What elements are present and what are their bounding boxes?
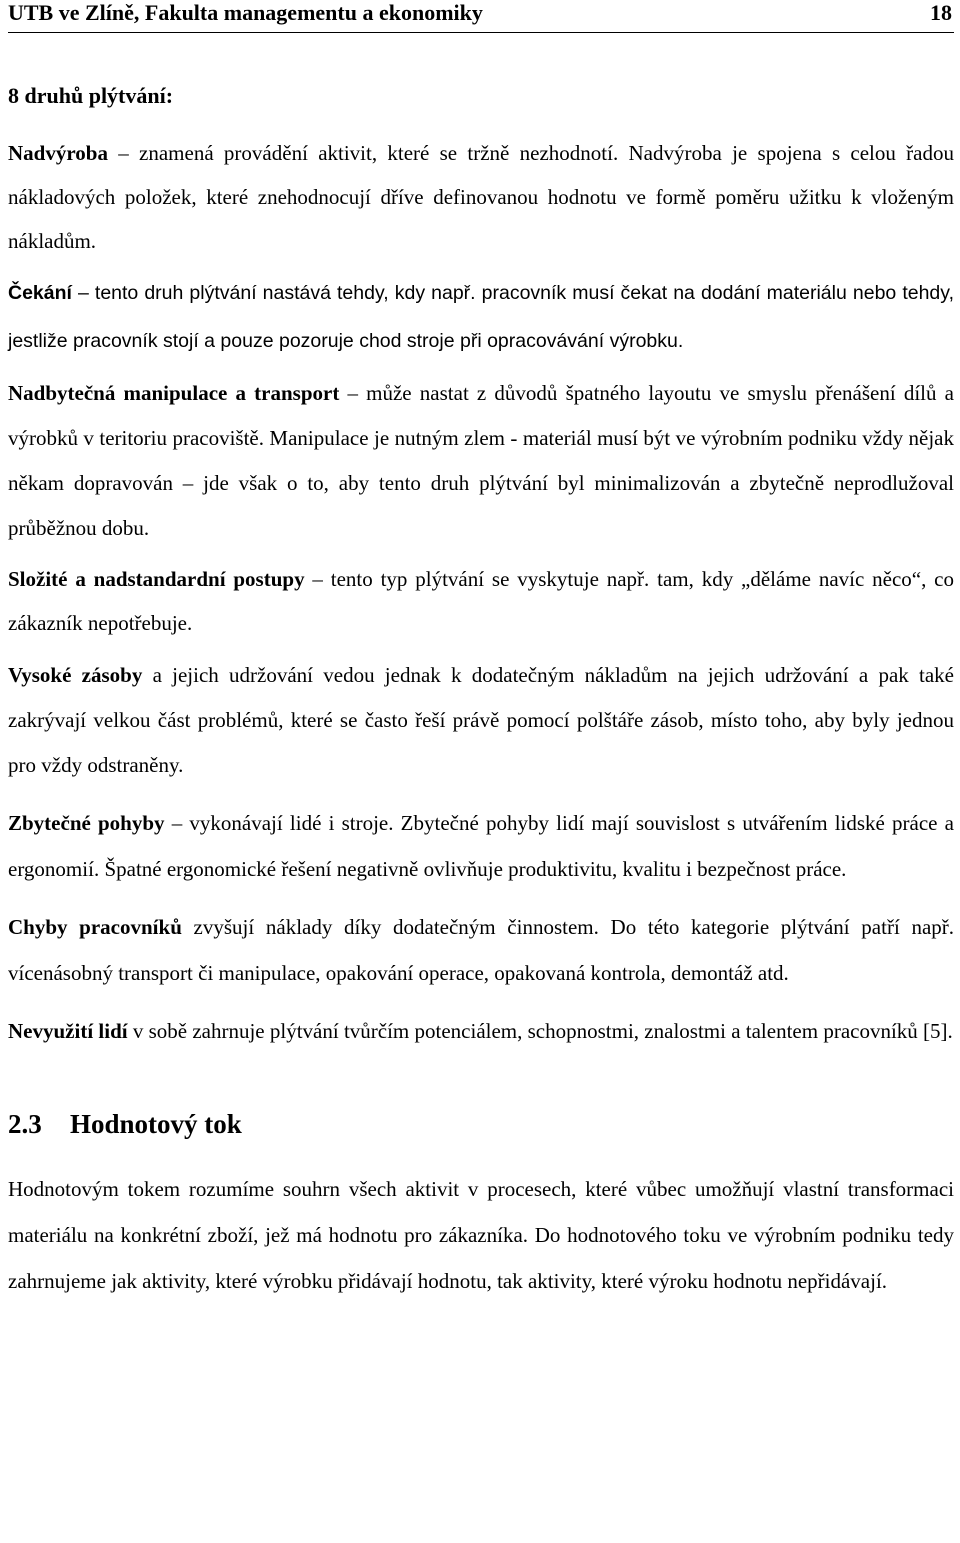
text-unused-people: v sobě zahrnuje plýtvání tvůrčím potenciálem, schopnostmi, znalostmi a talentem pracovníků [5].: [127, 1019, 953, 1043]
term-transport: Nadbytečná manipulace a transport: [8, 381, 340, 405]
term-unnecessary-motion: Zbytečné pohyby: [8, 811, 165, 835]
header-title: UTB ve Zlíně, Fakulta managementu a ekonomiky: [8, 0, 483, 25]
section-number: 2.3: [8, 1109, 42, 1139]
text-waiting: – tento druh plýtvání nastává tehdy, kdy např. pracovník musí čekat na dodání materiálu nebo tehdy, jestliže pracovník stojí a pouze pozoruje chod stroje při opracovávání výrobku.: [8, 282, 954, 352]
section-heading: [8, 1106, 954, 1142]
text-overproduction: – znamená provádění aktivit, které se tržně nezhodnotí. Nadvýroba je spojena s celou řadou nákladových položek, které znehodnocují dříve definovanou hodnotu ve formě poměru užitku k vloženým nákladům.: [8, 141, 954, 253]
waste-types-label: 8 druhů plýtvání:: [8, 83, 174, 108]
paragraph-transport: [8, 371, 954, 551]
term-worker-errors: Chyby pracovníků: [8, 915, 182, 939]
section-title: Hodnotový tok: [70, 1109, 242, 1139]
text-transport: – může nastat z důvodů špatného layoutu ve smyslu přenášení dílů a výrobků v teritoriu pracoviště. Manipulace je nutným zlem - materiál musí být ve výrobním podniku vždy nějak někam dopravován – jde však o to, aby tento druh plýtvání byl minimalizován a zbytečně neprodlužoval průběžnou dobu.: [8, 381, 954, 540]
text-unnecessary-motion: – vykonávají lidé i stroje. Zbytečné pohyby lidí mají souvislost s utvářením lidské práce a ergonomií. Špatné ergonomické řešení negativně ovlivňuje produktivitu, kvalitu i bezpečnost práce.: [8, 811, 955, 881]
term-waiting: Čekání: [8, 282, 72, 304]
paragraph-high-inventory: [8, 653, 954, 788]
running-header: [8, 0, 954, 33]
paragraph-overproduction: [8, 131, 954, 263]
paragraph-value-stream: Hodnotovým tokem rozumíme souhrn všech aktivit v procesech, které vůbec umožňují vlastní transformaci materiálu na konkrétní zboží, jež má hodnotu pro zákazníka. Do hodnotového toku ve výrobním podniku tedy zahrnujeme jak aktivity, které výrobku přidávají hodnotu, tak aktivity, které výroku hodnotu nepřidávají.: [8, 1177, 954, 1293]
text-high-inventory: a jejich udržování vedou jednak k dodatečným nákladům na jejich udržování a pak také zakrývají velkou část problémů, které se často řeší právě pomocí polštáře zásob, místo toho, aby byly jednou pro vždy odstraněny.: [8, 663, 954, 777]
term-high-inventory: Vysoké zásoby: [8, 663, 143, 687]
paragraph-unnecessary-motion: [8, 800, 954, 892]
paragraph-complex-procedures: [8, 557, 954, 645]
term-complex-procedures: Složité a nadstandardní postupy: [8, 567, 305, 591]
paragraph-unused-people: [8, 1008, 954, 1054]
paragraph-waiting: [8, 269, 954, 365]
page-number: 18: [930, 0, 952, 25]
paragraph-worker-errors: [8, 904, 954, 996]
term-unused-people: Nevyužití lidí: [8, 1019, 128, 1043]
document-page: [8, 0, 954, 1304]
text-complex-procedures: – tento typ plýtvání se vyskytuje např. tam, kdy „děláme navíc něco“, co zákazník nepotřebuje.: [8, 567, 954, 635]
term-overproduction: Nadvýroba: [8, 141, 108, 165]
text-worker-errors: zvyšují náklady díky dodatečným činnostem. Do této kategorie plýtvání patří např. vícenásobný transport či manipulace, opakování operace, opakovaná kontrola, demontáž atd.: [8, 915, 955, 985]
